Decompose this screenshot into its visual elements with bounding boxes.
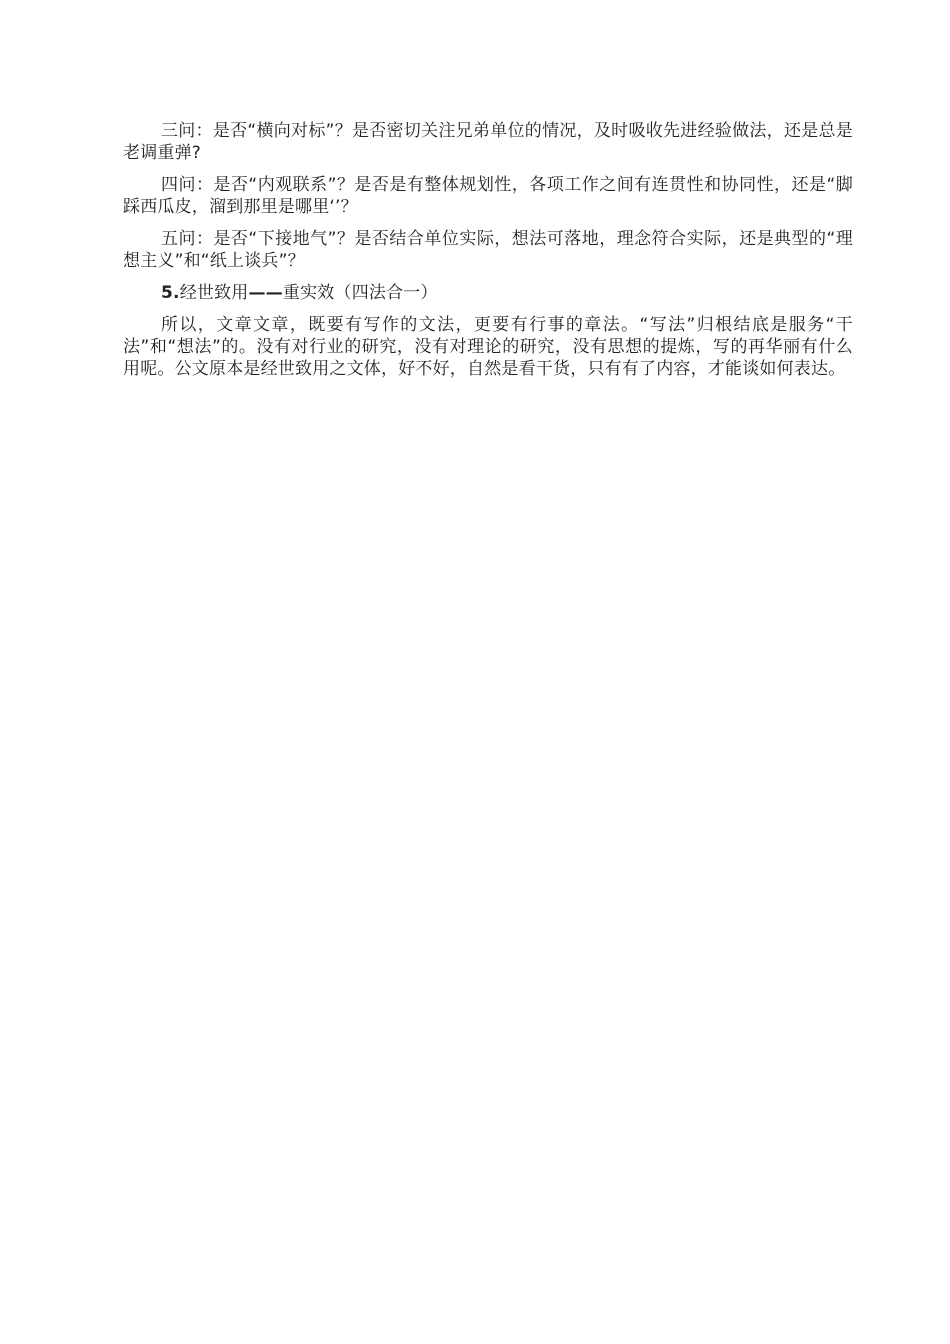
paragraph-closing: 所以，文章文章，既要有写作的文法，更要有行事的章法。“写法”归根结底是服务“干法”和“想法”的。没有对行业的研究，没有对理论的研究，没有思想的提炼，写的再华丽有什么用呢。公文原本是经世致用之文体，好不好，自然是看干货，只有有了内容，才能谈如何表达。 bbox=[123, 315, 853, 379]
document-page bbox=[123, 120, 853, 390]
section-heading bbox=[123, 282, 853, 304]
paragraph-question-three: 三问：是否“横向对标”？是否密切关注兄弟单位的情况，及时吸收先进经验做法，还是总是老调重弹? bbox=[123, 121, 853, 163]
section-subtitle: 重实效（四法合一） bbox=[282, 283, 438, 303]
paragraph-question-four: 四问：是否“内观联系”？是否是有整体规划性，各项工作之间有连贯性和协同性，还是“脚踩西瓜皮，溜到那里是哪里‘’？ bbox=[123, 175, 853, 217]
section-dash: —— bbox=[248, 283, 283, 303]
paragraph-question-five: 五问：是否“下接地气”？是否结合单位实际，想法可落地，理念符合实际，还是典型的“理想主义”和“纸上谈兵”？ bbox=[123, 229, 853, 271]
section-title: 经世致用 bbox=[179, 283, 249, 303]
section-number: 5. bbox=[161, 283, 180, 303]
